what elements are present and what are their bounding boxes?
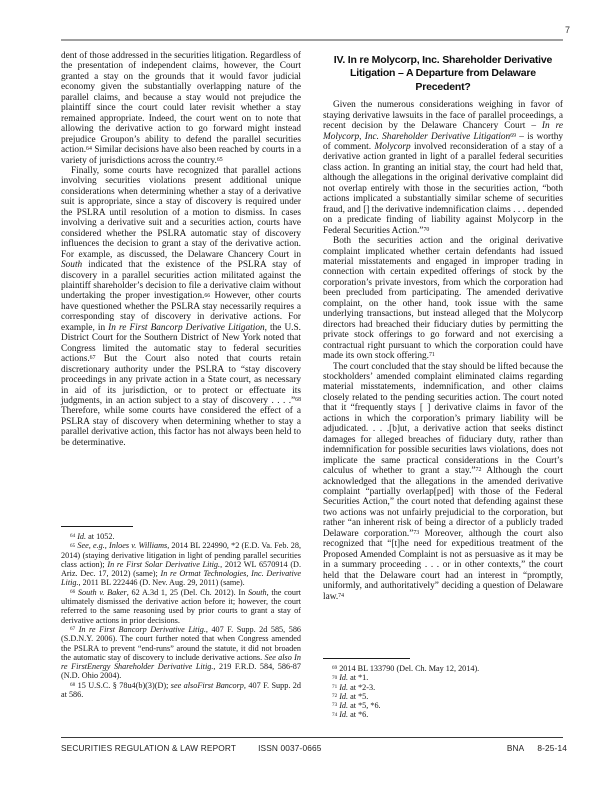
right-footnote-list [323,664,563,720]
paragraph: dent of those addressed in the securities litigation. Regardless of the presentation of independent claims, however, the Court granted a stay on the grounds that it would favor judicial economy given the substantially overlapping nature of the parallel claims, and because a stay would not prejudice the plaintiff since the court could later revisit whether a stay remained appropriate. Indeed, the court went on to note that allowing the derivative action to go forward might instead prejudice Groupon’s ability to defend the parallel securities action.$^{64}$ Similar decisions have also been reached by courts in a variety of jurisdictions across the country.$^{65}$ [61,51,301,166]
paragraph: Both the securities action and the original derivative complaint implicated whether certain defendants had issued material misstatements and engaged in improper trading in connection with certain expedited offerings of stock by the corporation’s private investors, from which the corporation had been precluded from participating. The amended derivative complaint, on the other hand, took issue with the same underlying transactions, but instead alleged that the Molycorp directors had breached their fiduciary duties by permitting the private stock offerings to go forward and not exercising a contractual right pursuant to which the corporation could have made its own stock offering.$^{71}$ [323,236,563,362]
page-number: 7 [564,25,570,35]
left-body-paragraphs [61,51,301,448]
footnote-67: $^{67}$ In re First Bancorp Derivative Litig., 407 F. Supp. 2d 585, 586 (S.D.N.Y. 2006). The court further noted that when Congress amended the PSLRA to prevent “end-runs” around the statute, it did not broaden the automatic stay of discovery to include derivative actions. See also In re FirstEnergy Shareholder Derivative Litig., 219 F.R.D. 584, 586-87 (N.D. Ohio 2004). [61,624,302,681]
footnote-71: $^{71}$ Id. at *2-3. [332,682,376,692]
footer-issn: ISSN 0037-0665 [258,743,322,753]
left-footnote-list [61,532,301,699]
footnote-72: $^{72}$ Id. at *5. [332,691,369,701]
paragraph: Finally, some courts have recognized that parallel actions involving securities violations present additional unique considerations when determining whether a stay of a derivative suit is appropriate, since a stay of discovery is required under the PSLRA until resolution of a motion to dismiss. In cases involving a derivative suit and a securities action, courts have considered whether the PSLRA automatic stay of discovery influences the decision to grant a stay of the derivative action. For example, as discussed, the Delaware Chancery Court in South indicated that the existence of the PSLRA stay of discovery in a parallel securities action militated against the plaintiff shareholder’s decision to file a derivative claim without undertaking the proper investigation.$^{66}$ However, other courts have questioned whether the PSLRA stay necessarily requires a corresponding stay of discovery in derivative actions. For example, in In re First Bancorp Derivative Litigation, the U.S. District Court for the Southern District of New York noted that Congress limited the automatic stay to federal securities actions.$^{67}$ But the Court also noted that courts retain discretionary authority under the PSLRA to “stay discovery proceedings in any private action in a State court, as necessary in aid of its jurisdiction, or to protect or effectuate its judgments, in an action subject to a stay of discovery . . . .”$^{68}$ Therefore, while some courts have considered the effect of a PSLRA stay of discovery when determining whether to stay a parallel derivative action, this factor has not always been held to be determinative. [61,165,301,448]
footer-publication: SECURITIES REGULATION & LAW REPORT [61,743,237,753]
header-rule [61,39,563,41]
footer-right [507,743,567,753]
footnote-73: $^{73}$ Id. at *5, *6. [332,701,381,711]
footnote-separator [323,658,410,659]
footnote-74: $^{74}$ Id. at *6. [332,710,369,720]
footnote-64: $^{64}$ Id. at 1052. [70,532,115,541]
left-column [61,51,301,448]
footnote-separator [61,526,133,527]
right-column [323,51,563,602]
footer-date: 8-25-14 [537,743,567,753]
footer-rule [61,737,563,738]
footer-brand: BNA [506,743,525,753]
footnote-65: $^{65}$ See, e.g., Inloes v. Williams, 2014 BL 224990, *2 (E.D. Va. Feb. 28, 2014) (staying derivative litigation in light of pending parallel securities class action); In re First Solar Derivative Litig., 2012 WL 6570914 (D. Ariz. Dec. 17, 2012) (same); In re Ormat Technologies, Inc. Derivative Litig., 2011 BL 222446 (D. Nev. Aug. 29, 2011) (same). [61,541,302,588]
footnote-66: $^{66}$ South v. Baker, 62 A.3d 1, 25 (Del. Ch. 2012). In South, the court ultimately dismissed the derivative action before it; however, the court referred to the same reasoning used by prior courts to grant a stay of derivative actions in prior decisions. [61,587,301,625]
left-footnotes [61,526,301,699]
paragraph: The court concluded that the stay should be lifted because the stockholders’ amended complaint eliminated claims regarding material misstatements, indemnification, and other claims closely related to the pending securities action. The court noted that it “frequently stays [ ] derivative claims in favor of the actions in which the corporation’s primary liability will be adjudicated. . . .[b]ut, a derivative action that seeks distinct damages for alleged breaches of fiduciary duty, rather than indemnification for possible securities laws violations, does not implicate the same practical considerations in the Court’s calculus of whether to grant a stay.”$^{72}$ Although the court acknowledged that the allegations in the amended derivative complaint “partially overlap[ped] with those of the Federal Securities Action,” the court noted that defending against these two actions was not unfairly prejudicial to the corporation, but rather “an inherent risk of being a director of a publicly traded Delaware corporation.”$^{73}$ Moreover, although the court also recognized that “[t]he need for expeditious treatment of the Proposed Amended Complaint is not as persuasive as it may be in a summary proceeding . . . or in other contexts,” the court held that the Delaware court had an interest in “promptly, uniformly, and authoritatively” deciding a question of Delaware law.$^{74}$ [323,361,563,602]
footnote-70: $^{70}$ Id. at *1. [332,673,369,683]
footnote-69: $^{69}$ 2014 BL 133790 (Del. Ch. May 12, 2014). [332,664,480,673]
section-heading: IV. In re Molycorp, Inc. Shareholder Derivative Litigation – A Departure from Delaware Precedent? [333,54,553,93]
right-body-paragraphs [323,100,563,602]
footnote-68: $^{68}$ 15 U.S.C. § 78u4(b)(3)(D); see alsoFirst Bancorp, 407 F. Supp. 2d at 586. [61,680,301,700]
footer-left [61,743,322,753]
right-footnotes [323,658,563,720]
paragraph: Given the numerous considerations weighing in favor of staying derivative lawsuits in the face of parallel proceedings, a recent decision by the Delaware Chancery Court – In re Molycorp, Inc. Shareholder Derivative Litigation$^{69}$ – is worthy of comment. Molycorp involved reconsideration of a stay of a derivative action granted in light of a parallel federal securities class action. In granting an initial stay, the court had held that, although the allegations in the original derivative complaint did not overlap entirely with those in the securities action, “both actions implicated a substantially similar scheme of securities fraud, and [] the derivative indemnification claims . . . depended on a predicate finding of liability against Molycorp in the Federal Securities Action.”$^{70}$ [323,100,564,236]
